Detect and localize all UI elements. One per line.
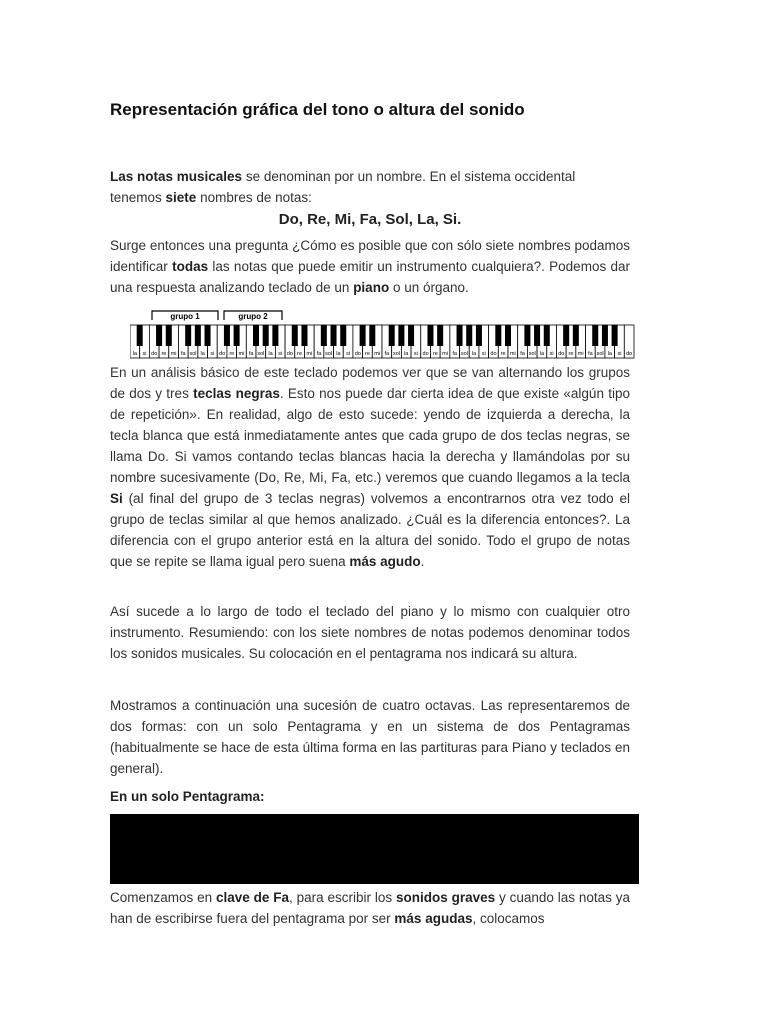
- black-key: [156, 325, 162, 346]
- text-run: o un órgano.: [389, 280, 469, 295]
- black-key: [408, 325, 414, 346]
- black-key: [234, 325, 240, 346]
- white-key-label: mi: [374, 351, 381, 357]
- text-run: (al final del grupo de 3 teclas negras) volvemos a encontrarnos otra vez todo el grupo de teclas similar al que hemos analizado. ¿Cuál es la diferencia entonces?. La diferencia con el grupo anterior está en la altura del sonido. Todo el grupo de notas que se repite se llama igual pero suena: [110, 491, 630, 569]
- bold-text: todas: [172, 259, 209, 274]
- white-key-label: sol: [528, 351, 536, 357]
- white-key-label: do: [286, 351, 293, 357]
- white-key-label: re: [365, 351, 370, 357]
- black-key: [195, 325, 201, 346]
- octaves-paragraph: Mostramos a continuación una sucesión de cuatro octavas. Las representaremos de dos formas: con un solo Pentagrama y en un sistema de dos Pentagramas (habitualmente se hace de esta última forma en las partituras para Piano y teclados en general).: [110, 698, 630, 776]
- white-key-label: la: [607, 351, 612, 357]
- black-key: [340, 325, 346, 346]
- white-key-label: do: [558, 351, 565, 357]
- white-key-label: sol: [257, 351, 265, 357]
- white-key-label: re: [297, 351, 303, 357]
- white-key-label: si: [413, 351, 418, 357]
- black-key: [185, 325, 191, 346]
- white-key-label: re: [229, 351, 235, 357]
- white-key-label: la: [404, 351, 409, 357]
- black-key: [224, 325, 230, 346]
- black-key: [301, 325, 307, 346]
- white-key-label: do: [422, 351, 429, 357]
- group1-bracket: [152, 311, 218, 321]
- white-key-label: mi: [306, 351, 313, 357]
- bold-text: piano: [353, 280, 390, 295]
- text-run: se denominan por un nombre. En el sistema occidental tenemos: [110, 169, 576, 205]
- black-key: [437, 325, 443, 346]
- text-run: , colocamos: [472, 911, 545, 926]
- text-run: nombres de notas:: [196, 190, 312, 205]
- bold-text: clave de Fa: [216, 890, 290, 905]
- white-key-label: do: [219, 351, 226, 357]
- staff-image-placeholder: [110, 814, 639, 884]
- white-key-label: mi: [238, 351, 245, 357]
- white-key-label: re: [432, 351, 438, 357]
- black-key: [457, 325, 463, 346]
- black-key: [389, 325, 395, 346]
- white-key-label: mi: [170, 351, 177, 357]
- summary-paragraph: Así sucede a lo largo de todo el teclado del piano y lo mismo con cualquier otro instrumento. Resumiendo: con los siete nombres de notas podemos denominar todos los sonidos musicales. Su colocación en el pentagrama nos indicará su altura.: [110, 604, 630, 661]
- section-subheading: En un solo Pentagrama:: [110, 789, 265, 804]
- white-key-label: la: [336, 351, 341, 357]
- black-key: [205, 325, 211, 346]
- text-run: En un análisis básico de este teclado podemos ver que se van alternando los grupos de dos y tres: [110, 365, 630, 401]
- text-run: . Esto nos puede dar cierta idea de que existe «algún tipo de repetición». En realidad, algo de esto sucede: yendo de izquierda a derecha, la tecla blanca que está inmediatamente antes que cada grupo de dos teclas negras, se llama Do. Si vamos contando teclas blancas hacia la derecha y llamándolas por su nombre sucesivamente (Do, Re, Mi, Fa, etc.) veremos que cuando llegamos a la tecla: [110, 386, 630, 485]
- black-key: [272, 325, 278, 346]
- white-key-label: sol: [393, 351, 401, 357]
- black-key: [544, 325, 550, 346]
- white-key-label: si: [549, 351, 554, 357]
- white-key-label: sol: [460, 351, 468, 357]
- black-key: [360, 325, 366, 346]
- black-key: [321, 325, 327, 346]
- text-run: , para escribir los: [289, 890, 396, 905]
- bold-text: más agudo: [349, 554, 421, 569]
- white-key-label: fa: [248, 351, 254, 357]
- white-key-label: si: [278, 351, 283, 357]
- white-key-label: do: [354, 351, 361, 357]
- text-run: .: [420, 554, 425, 569]
- bold-text: más agudas: [394, 911, 473, 926]
- white-key-label: si: [346, 351, 351, 357]
- group2-bracket: [224, 311, 282, 321]
- white-key-label: fa: [452, 351, 457, 357]
- question-paragraph: [110, 235, 630, 298]
- group1-label: grupo 1: [170, 312, 200, 321]
- black-key: [495, 325, 501, 346]
- note-names-line: Do, Re, Mi, Fa, Sol, La, Si.: [278, 211, 462, 228]
- white-key-label: do: [490, 351, 497, 357]
- closing-paragraph: [110, 887, 630, 929]
- bold-text: Las notas musicales: [110, 169, 243, 184]
- black-key: [466, 325, 472, 346]
- bold-text: Si: [110, 491, 123, 506]
- black-key: [263, 325, 269, 346]
- black-key: [427, 325, 433, 346]
- white-key-label: fa: [384, 351, 390, 357]
- white-key-label: sol: [325, 351, 333, 357]
- white-key-label: sol: [596, 351, 604, 357]
- white-key-label: fa: [588, 351, 593, 357]
- text-run: Comenzamos en: [110, 890, 217, 905]
- white-key-label: mi: [442, 351, 448, 357]
- white-key-label: la: [132, 351, 137, 357]
- black-key: [476, 325, 482, 346]
- intro-paragraph: [110, 166, 630, 208]
- black-key: [253, 325, 259, 346]
- white-key-label: do: [626, 351, 633, 357]
- black-key: [573, 325, 579, 346]
- black-key: [612, 325, 618, 346]
- white-key-label: fa: [520, 351, 525, 357]
- bold-text: teclas negras: [193, 386, 280, 401]
- white-key-label: fa: [316, 351, 322, 357]
- white-key-label: re: [161, 351, 167, 357]
- white-key-label: la: [268, 351, 273, 357]
- black-key: [398, 325, 404, 346]
- analysis-paragraph: [110, 362, 630, 572]
- bold-text: sonidos graves: [395, 890, 496, 905]
- white-key-label: si: [210, 351, 215, 357]
- white-key-label: re: [500, 351, 506, 357]
- white-key-label: la: [539, 351, 545, 357]
- page-title: Representación gráfica del tono o altura del sonido: [110, 100, 525, 119]
- white-key-label: mi: [577, 351, 584, 357]
- black-key: [369, 325, 375, 346]
- black-key: [602, 325, 608, 346]
- piano-keyboard-image: [130, 306, 640, 360]
- white-key-label: fa: [181, 351, 186, 357]
- white-key-label: si: [481, 351, 486, 357]
- white-key-label: mi: [509, 351, 516, 357]
- black-key: [505, 325, 511, 346]
- white-key-label: re: [568, 351, 574, 357]
- white-key-label: si: [617, 351, 622, 357]
- group2-label: grupo 2: [238, 312, 268, 321]
- white-key-label: la: [200, 351, 205, 357]
- text-run: y cuando las notas ya han de escribirse fuera del pentagrama por ser: [110, 890, 630, 926]
- white-key-label: si: [142, 351, 147, 357]
- white-key-label: la: [471, 351, 477, 357]
- white-key-label: do: [151, 351, 158, 357]
- black-key: [331, 325, 337, 346]
- text-run: Surge entonces una pregunta ¿Cómo es posible que con sólo siete nombres podamos identificar: [110, 238, 630, 274]
- text-run: las notas que puede emitir un instrumento cualquiera?. Podemos dar una respuesta analizando teclado de un: [110, 259, 631, 295]
- black-key: [137, 325, 143, 346]
- black-key: [524, 325, 530, 346]
- white-key-label: sol: [189, 351, 197, 357]
- bold-text: siete: [165, 190, 197, 205]
- black-key: [563, 325, 569, 346]
- black-key: [292, 325, 298, 346]
- black-key: [166, 325, 172, 346]
- black-key: [592, 325, 598, 346]
- black-key: [534, 325, 540, 346]
